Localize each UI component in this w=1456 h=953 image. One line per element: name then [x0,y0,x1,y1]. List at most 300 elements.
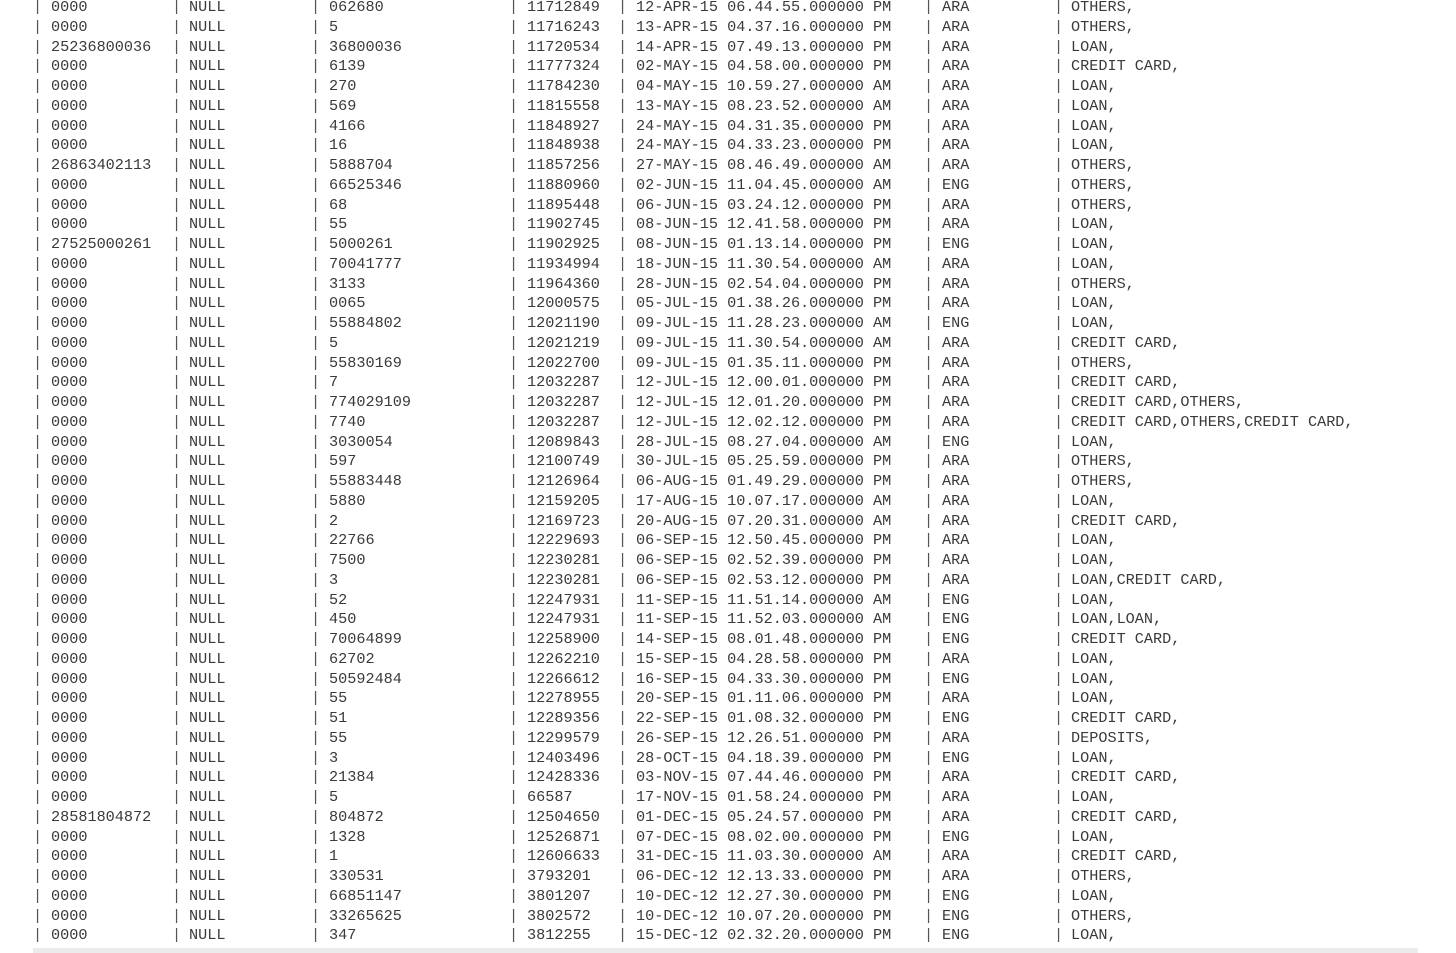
column-separator: | [509,807,519,826]
cell-customer-id: 7500 [329,551,366,569]
cell-customer-id: 66851147 [329,886,402,905]
column-separator: | [618,886,628,905]
column-separator: | [509,373,519,392]
column-separator: | [1054,867,1064,885]
column-separator: | [33,630,43,648]
column-separator: | [618,294,628,313]
column-separator: | [1054,649,1064,668]
column-separator: | [924,452,934,471]
column-separator: | [1054,847,1064,866]
cell-category: LOAN, [1071,886,1117,905]
cell-timestamp: 12-JUL-15 12.01.20.000000 PM [636,393,892,411]
cell-customer-id: 3133 [329,274,366,293]
column-separator: | [311,630,321,648]
cell-request-id: 12289356 [527,709,600,727]
column-separator: | [509,669,519,688]
cell-null-value: NULL [189,570,226,589]
cell-category: LOAN, [1071,827,1117,846]
cell-language: ENG [942,235,970,253]
cell-null-value: NULL [189,333,226,352]
cell-null-value: NULL [189,630,226,648]
cell-customer-id: 1 [329,847,339,866]
column-separator: | [1054,788,1064,806]
column-separator: | [924,807,934,826]
table-row [0,550,1456,570]
column-separator: | [618,669,628,688]
cell-account-number: 0000 [51,491,88,510]
cell-null-value: NULL [189,373,226,392]
column-separator: | [1054,491,1064,510]
table-row [0,491,1456,511]
column-separator: | [311,175,321,194]
cell-language: ENG [942,926,970,945]
cell-category: OTHERS, [1071,353,1135,372]
cell-account-number: 0000 [51,669,88,688]
cell-customer-id: 6139 [329,57,366,76]
cell-timestamp: 28-JUL-15 08.27.04.000000 AM [636,432,892,451]
cell-category: OTHERS, [1071,906,1135,925]
cell-customer-id: 55 [329,689,348,708]
cell-category: LOAN, [1071,77,1117,95]
cell-category: LOAN, [1071,590,1117,609]
cell-timestamp: 10-DEC-12 12.27.30.000000 PM [636,886,892,905]
cell-timestamp: 22-SEP-15 01.08.32.000000 PM [636,709,892,727]
column-separator: | [509,156,519,174]
cell-language: ARA [942,491,970,510]
table-row [0,76,1456,96]
cell-customer-id: 5 [329,17,339,36]
table-row [0,432,1456,452]
cell-account-number: 0000 [51,57,88,76]
column-separator: | [172,788,182,806]
table-row [0,293,1456,313]
column-separator: | [33,314,43,332]
cell-null-value: NULL [189,491,226,510]
cell-timestamp: 18-JUN-15 11.30.54.000000 AM [636,254,892,273]
cell-null-value: NULL [189,926,226,945]
column-separator: | [1054,906,1064,925]
column-separator: | [924,669,934,688]
column-separator: | [924,215,934,234]
cell-category: CREDIT CARD, [1071,57,1181,76]
cell-timestamp: 07-DEC-15 08.02.00.000000 PM [636,827,892,846]
cell-category: DEPOSITS, [1071,728,1154,747]
table-row [0,767,1456,787]
cell-language: ARA [942,215,970,234]
column-separator: | [172,393,182,411]
cell-request-id: 12266612 [527,669,600,688]
cell-null-value: NULL [189,867,226,885]
column-separator: | [172,215,182,234]
table-row [0,96,1456,116]
cell-account-number: 0000 [51,847,88,866]
column-separator: | [311,57,321,76]
column-separator: | [618,0,628,16]
cell-null-value: NULL [189,17,226,36]
column-separator: | [1054,215,1064,234]
cell-language: ARA [942,195,970,214]
column-separator: | [618,768,628,787]
column-separator: | [924,768,934,787]
column-separator: | [618,709,628,727]
column-separator: | [172,254,182,273]
cell-category: LOAN, [1071,491,1117,510]
cell-account-number: 0000 [51,728,88,747]
table-row [0,195,1456,215]
column-separator: | [618,788,628,806]
cell-category: CREDIT CARD, [1071,511,1181,530]
column-separator: | [33,590,43,609]
cell-timestamp: 24-MAY-15 04.31.35.000000 PM [636,116,892,135]
column-separator: | [311,215,321,234]
cell-category: LOAN, [1071,669,1117,688]
cell-language: ARA [942,788,970,806]
table-row [0,451,1456,471]
column-separator: | [33,235,43,253]
column-separator: | [509,768,519,787]
cell-account-number: 0000 [51,136,88,155]
column-separator: | [618,689,628,708]
column-separator: | [311,116,321,135]
cell-request-id: 12299579 [527,728,600,747]
column-separator: | [33,709,43,727]
cell-category: LOAN, [1071,689,1117,708]
cell-category: OTHERS, [1071,0,1135,16]
cell-customer-id: 4166 [329,116,366,135]
column-separator: | [509,748,519,767]
column-separator: | [618,452,628,471]
column-separator: | [311,412,321,431]
table-row [0,471,1456,491]
cell-customer-id: 55830169 [329,353,402,372]
column-separator: | [172,96,182,115]
cell-category: CREDIT CARD, [1071,847,1181,866]
column-separator: | [509,531,519,550]
column-separator: | [509,412,519,431]
cell-customer-id: 597 [329,452,357,471]
column-separator: | [924,867,934,885]
column-separator: | [172,156,182,174]
cell-request-id: 12504650 [527,807,600,826]
column-separator: | [1054,709,1064,727]
cell-account-number: 0000 [51,788,88,806]
cell-timestamp: 30-JUL-15 05.25.59.000000 PM [636,452,892,471]
column-separator: | [924,373,934,392]
column-separator: | [924,728,934,747]
column-separator: | [33,491,43,510]
table-row [0,274,1456,294]
cell-timestamp: 17-AUG-15 10.07.17.000000 AM [636,491,892,510]
column-separator: | [311,96,321,115]
cell-customer-id: 62702 [329,649,375,668]
column-separator: | [924,294,934,313]
cell-null-value: NULL [189,689,226,708]
column-separator: | [924,472,934,490]
cell-request-id: 12247931 [527,610,600,629]
column-separator: | [618,37,628,56]
column-separator: | [311,314,321,332]
column-separator: | [924,0,934,16]
column-separator: | [311,649,321,668]
cell-request-id: 12021190 [527,314,600,332]
cell-timestamp: 01-DEC-15 05.24.57.000000 PM [636,807,892,826]
cell-timestamp: 09-JUL-15 11.28.23.000000 AM [636,314,892,332]
column-separator: | [33,807,43,826]
cell-account-number: 0000 [51,412,88,431]
cell-customer-id: 774029109 [329,393,412,411]
cell-timestamp: 20-SEP-15 01.11.06.000000 PM [636,689,892,708]
column-separator: | [1054,116,1064,135]
cell-category: LOAN, [1071,254,1117,273]
column-separator: | [33,728,43,747]
column-separator: | [618,333,628,352]
column-separator: | [33,294,43,313]
column-separator: | [618,867,628,885]
cell-timestamp: 06-AUG-15 01.49.29.000000 PM [636,472,892,490]
column-separator: | [924,630,934,648]
column-separator: | [1054,175,1064,194]
cell-null-value: NULL [189,57,226,76]
cell-timestamp: 20-AUG-15 07.20.31.000000 AM [636,511,892,530]
column-separator: | [311,17,321,36]
cell-timestamp: 02-JUN-15 11.04.45.000000 AM [636,175,892,194]
column-separator: | [172,689,182,708]
cell-null-value: NULL [189,353,226,372]
cell-account-number: 0000 [51,768,88,787]
cell-timestamp: 14-SEP-15 08.01.48.000000 PM [636,630,892,648]
cell-customer-id: 330531 [329,867,384,885]
cell-account-number: 0000 [51,116,88,135]
column-separator: | [1054,393,1064,411]
column-separator: | [509,511,519,530]
column-separator: | [618,432,628,451]
cell-language: ARA [942,807,970,826]
column-separator: | [33,748,43,767]
column-separator: | [1054,353,1064,372]
cell-account-number: 28581804872 [51,807,152,826]
column-separator: | [924,175,934,194]
cell-customer-id: 270 [329,77,357,95]
cell-customer-id: 804872 [329,807,384,826]
column-separator: | [311,353,321,372]
cell-null-value: NULL [189,314,226,332]
cell-null-value: NULL [189,215,226,234]
column-separator: | [172,531,182,550]
column-separator: | [509,37,519,56]
column-separator: | [172,412,182,431]
column-separator: | [33,768,43,787]
cell-timestamp: 09-JUL-15 01.35.11.000000 PM [636,353,892,372]
column-separator: | [924,531,934,550]
column-separator: | [172,867,182,885]
cell-category: LOAN, [1071,294,1117,313]
column-separator: | [618,649,628,668]
column-separator: | [509,590,519,609]
cell-null-value: NULL [189,669,226,688]
cell-language: ARA [942,156,970,174]
cell-account-number: 0000 [51,472,88,490]
column-separator: | [1054,472,1064,490]
column-separator: | [311,689,321,708]
cell-account-number: 25236800036 [51,37,152,56]
cell-timestamp: 06-DEC-12 12.13.33.000000 PM [636,867,892,885]
cell-language: ENG [942,175,970,194]
cell-category: OTHERS, [1071,472,1135,490]
column-separator: | [33,551,43,569]
column-separator: | [311,511,321,530]
column-separator: | [33,906,43,925]
cell-null-value: NULL [189,77,226,95]
cell-request-id: 12230281 [527,570,600,589]
column-separator: | [172,886,182,905]
cell-customer-id: 52 [329,590,348,609]
cell-request-id: 12032287 [527,393,600,411]
column-separator: | [924,314,934,332]
cell-timestamp: 02-MAY-15 04.58.00.000000 PM [636,57,892,76]
column-separator: | [1054,551,1064,569]
table-row [0,688,1456,708]
column-separator: | [311,926,321,945]
table-row [0,590,1456,610]
table-row [0,886,1456,906]
column-separator: | [618,570,628,589]
column-separator: | [509,788,519,806]
cell-customer-id: 70041777 [329,254,402,273]
cell-request-id: 11902745 [527,215,600,234]
column-separator: | [618,511,628,530]
cell-timestamp: 15-SEP-15 04.28.58.000000 PM [636,649,892,668]
cell-language: ENG [942,827,970,846]
cell-null-value: NULL [189,472,226,490]
column-separator: | [1054,412,1064,431]
column-separator: | [509,116,519,135]
table-row [0,234,1456,254]
column-separator: | [311,886,321,905]
cell-request-id: 11815558 [527,96,600,115]
column-separator: | [1054,630,1064,648]
column-separator: | [311,768,321,787]
column-separator: | [33,788,43,806]
column-separator: | [509,649,519,668]
cell-language: ENG [942,630,970,648]
column-separator: | [1054,314,1064,332]
cell-language: ARA [942,77,970,95]
column-separator: | [172,17,182,36]
cell-timestamp: 13-APR-15 04.37.16.000000 PM [636,17,892,36]
cell-null-value: NULL [189,175,226,194]
column-separator: | [311,235,321,253]
column-separator: | [33,195,43,214]
column-separator: | [311,274,321,293]
column-separator: | [311,491,321,510]
cell-null-value: NULL [189,393,226,411]
column-separator: | [509,77,519,95]
cell-request-id: 11880960 [527,175,600,194]
column-separator: | [33,17,43,36]
cell-timestamp: 13-MAY-15 08.23.52.000000 AM [636,96,892,115]
column-separator: | [33,432,43,451]
column-separator: | [1054,254,1064,273]
column-separator: | [509,17,519,36]
column-separator: | [509,867,519,885]
column-separator: | [618,472,628,490]
cell-account-number: 26863402113 [51,156,152,174]
column-separator: | [172,491,182,510]
cell-account-number: 0000 [51,254,88,273]
cell-customer-id: 450 [329,610,357,629]
column-separator: | [509,847,519,866]
cell-category: LOAN, [1071,551,1117,569]
cell-null-value: NULL [189,156,226,174]
column-separator: | [924,926,934,945]
cell-language: ENG [942,709,970,727]
cell-language: ARA [942,116,970,135]
cell-request-id: 12606633 [527,847,600,866]
column-separator: | [1054,570,1064,589]
column-separator: | [509,254,519,273]
cell-null-value: NULL [189,136,226,155]
column-separator: | [172,373,182,392]
column-separator: | [618,412,628,431]
column-separator: | [509,926,519,945]
column-separator: | [509,452,519,471]
cell-timestamp: 26-SEP-15 12.26.51.000000 PM [636,728,892,747]
cell-null-value: NULL [189,649,226,668]
column-separator: | [924,393,934,411]
cell-language: ARA [942,274,970,293]
column-separator: | [33,77,43,95]
cell-category: OTHERS, [1071,867,1135,885]
horizontal-scrollbar[interactable] [33,948,1418,953]
column-separator: | [172,570,182,589]
column-separator: | [618,827,628,846]
cell-request-id: 12032287 [527,412,600,431]
column-separator: | [172,0,182,16]
cell-category: OTHERS, [1071,452,1135,471]
column-separator: | [1054,926,1064,945]
cell-customer-id: 347 [329,926,357,945]
column-separator: | [33,649,43,668]
table-row [0,135,1456,155]
cell-language: ARA [942,333,970,352]
table-row [0,155,1456,175]
cell-null-value: NULL [189,807,226,826]
cell-language: ARA [942,768,970,787]
column-separator: | [924,17,934,36]
column-separator: | [172,452,182,471]
column-separator: | [172,630,182,648]
cell-customer-id: 66525346 [329,175,402,194]
cell-request-id: 11716243 [527,17,600,36]
cell-category: OTHERS, [1071,274,1135,293]
cell-timestamp: 06-SEP-15 12.50.45.000000 PM [636,531,892,550]
table-row [0,570,1456,590]
table-row [0,866,1456,886]
column-separator: | [172,511,182,530]
column-separator: | [311,373,321,392]
table-row [0,925,1456,945]
table-row [0,748,1456,768]
column-separator: | [924,886,934,905]
column-separator: | [1054,57,1064,76]
cell-customer-id: 5 [329,333,339,352]
cell-account-number: 0000 [51,77,88,95]
table-row [0,807,1456,827]
table-row [0,669,1456,689]
cell-account-number: 0000 [51,96,88,115]
column-separator: | [924,748,934,767]
column-separator: | [172,669,182,688]
